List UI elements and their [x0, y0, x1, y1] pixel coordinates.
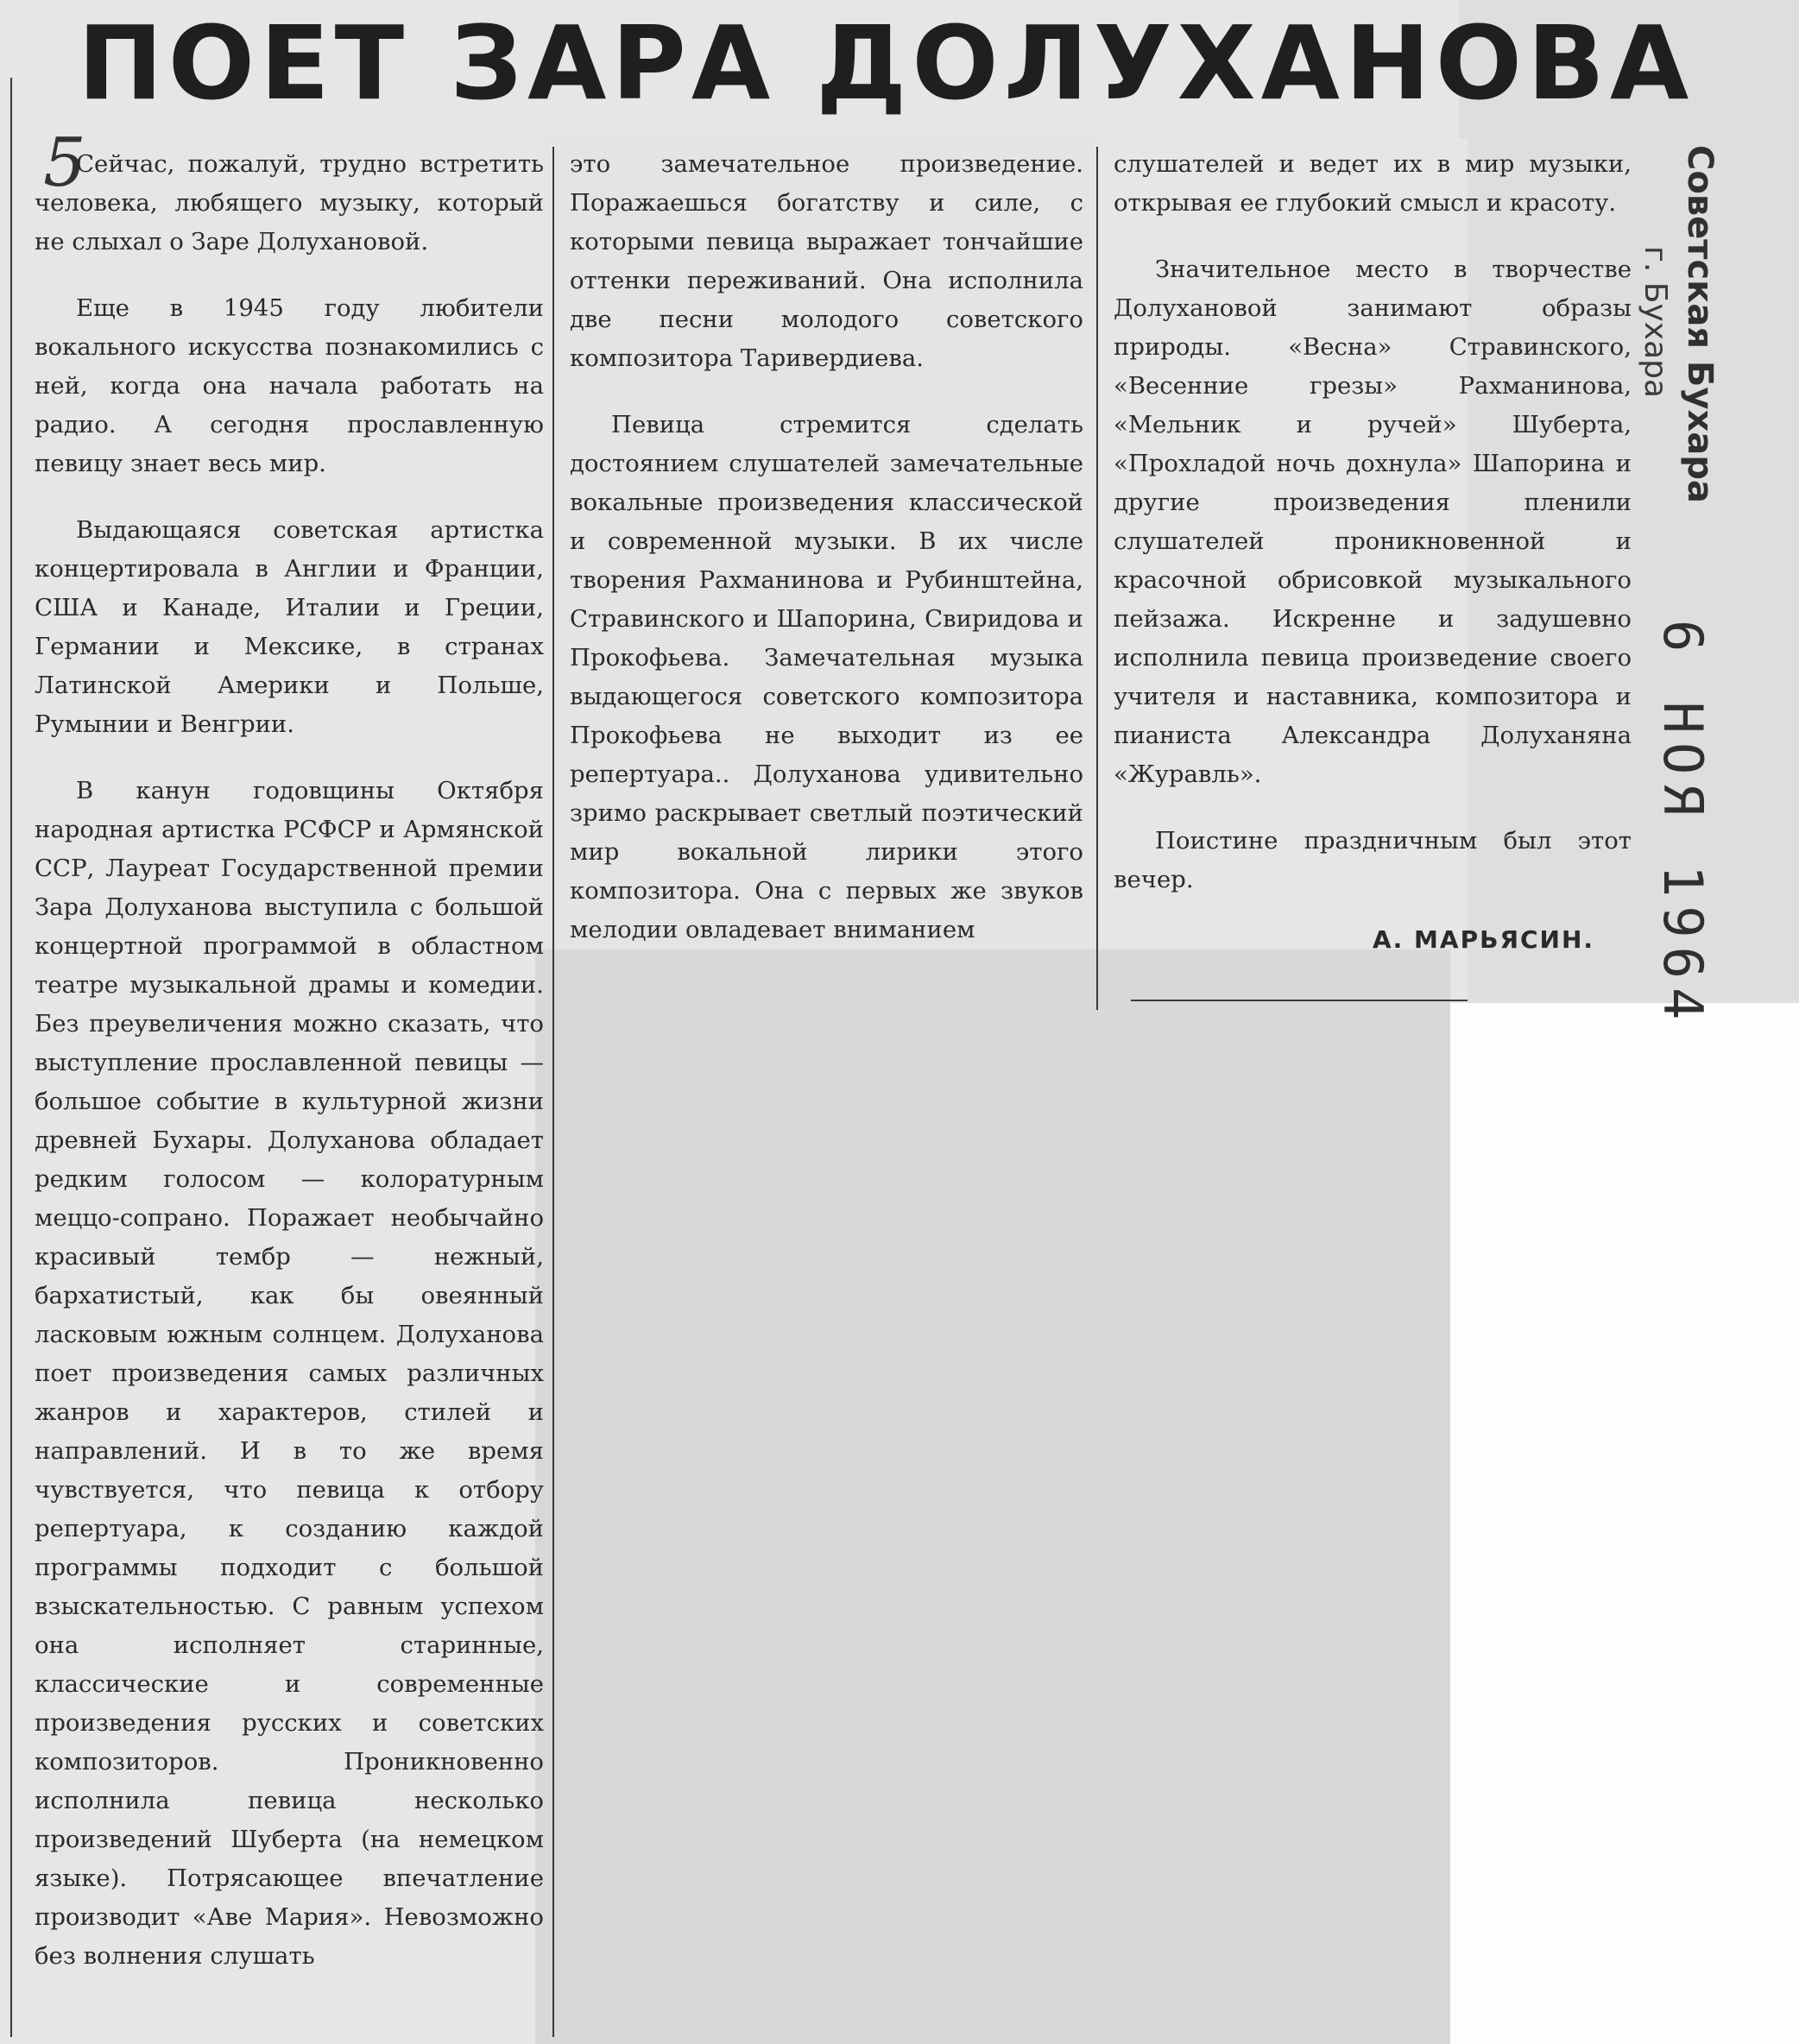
handwritten-page-number: 5 — [43, 124, 86, 202]
city-stamp: г. Бухара — [1638, 246, 1673, 399]
backing-sheet — [535, 949, 1450, 2044]
paragraph: Значительное место в творчестве Долухановой занимают образы природы. «Весна» Стравинского, «Весенние грезы» Рахманинова, «Мельник и ручей» Шуберта, «Прохладой ночь дохнула» Шапорина и другие произведения пленили слушателей проникновенной и красочной обрисовкой музыкального пейзажа. Искренне и задушевно исполнила певица произведение своего учителя и наставника, композитора и пианиста Александра Долуханяна «Журавль». — [1114, 256, 1632, 788]
paragraph: Сейчас, пожалуй, трудно встретить человека, любящего музыку, который не слыхал о Заре Долухановой. — [35, 150, 544, 256]
column-rule-1 — [552, 147, 554, 2037]
paragraph: Поистине праздничным был этот вечер. — [1114, 827, 1632, 893]
paragraph: Певица стремится сделать достоянием слушателей замечательные вокальные произведения классической и современной музыки. В их числе творения Рахманинова и Рубинштейна, Стравинского и Шапорина, Свиридова и Прокофьева. Замечательная музыка выдающегося советского композитора Прокофьева не выходит из ее репертуара.. Долуханова удивительно зримо раскрывает светлый поэтический мир вокальной лирики этого композитора. Она с первых же звуков мелодии овладевает вниманием — [570, 411, 1083, 943]
date-stamp: 6 НОЯ 1964 — [1651, 620, 1714, 1029]
article-headline: ПОЕТ ЗАРА ДОЛУХАНОВА — [78, 3, 1695, 123]
paragraph: Выдающаяся советская артистка концертировала в Англии и Франции, США и Канаде, Италии и Греции, Германии и Мексике, в странах Латинской Америки и Польше, Румынии и Венгрии. — [35, 516, 544, 738]
column-rule-2 — [1096, 147, 1098, 1010]
paragraph: Еще в 1945 году любители вокального искусства познакомились с ней, когда она начала работать на радио. А сегодня прославленную певицу знает весь мир. — [35, 294, 544, 477]
article-column-2 — [570, 145, 1083, 977]
newspaper-source-stamp: Советская Бухара — [1680, 145, 1720, 503]
left-border-rule — [10, 78, 12, 2037]
paragraph: это замечательное произведение. Поражаешься богатству и силе, с которыми певица выражает тончайшие оттенки переживаний. Она исполнила две песни молодого советского композитора Таривердиева. — [570, 150, 1083, 372]
article-column-1 — [35, 145, 544, 2003]
paragraph: слушателей и ведет их в мир музыки, открывая ее глубокий смысл и красоту. — [1114, 150, 1632, 217]
end-rule — [1131, 1000, 1468, 1001]
author-signature: А. МАРЬЯСИН. — [1373, 925, 1595, 954]
article-column-3 — [1114, 145, 1632, 927]
paragraph: В канун годовщины Октября народная артистка РСФСР и Армянской ССР, Лауреат Государственной премии Зара Долуханова выступила с большой концертной программой в областном театре музыкальной драмы и комедии. Без преувеличения можно сказать, что выступление прославленной певицы — большое событие в культурной жизни древней Бухары. Долуханова обладает редким голосом — колоратурным меццо-сопрано. Поражает необычайно красивый тембр — нежный, бархатистый, как бы овеянный ласковым южным солнцем. Долуханова поет произведения самых различных жанров и характеров, стилей и направлений. И в то же время чувствуется, что певица к отбору репертуара, к созданию каждой программы подходит с большой взыскательностью. С равным успехом она исполняет старинные, классические и современные произведения русских и советских композиторов. Проникновенно исполнила певица несколько произведений Шуберта (на немецком языке). Потрясающее впечатление производит «Аве Мария». Невозможно без волнения слушать — [35, 777, 544, 1970]
